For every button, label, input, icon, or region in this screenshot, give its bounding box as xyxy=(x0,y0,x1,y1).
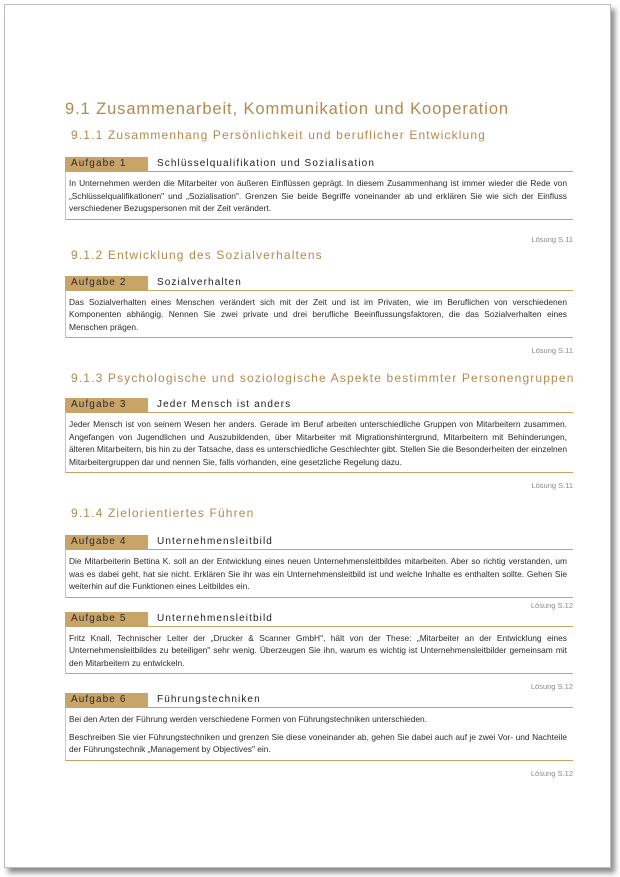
task-body xyxy=(65,171,573,220)
task-header xyxy=(65,612,573,626)
task-title: Unternehmensleitbild xyxy=(157,612,273,624)
section-9-1-2 xyxy=(65,247,573,357)
section-heading: 9.1.4 Zielorientiertes Führen xyxy=(71,506,255,520)
task-body xyxy=(65,707,573,761)
section-heading: 9.1.2 Entwicklung des Sozialverhaltens xyxy=(71,247,323,262)
task-header xyxy=(65,157,573,171)
task-6 xyxy=(65,693,573,779)
task-label: Aufgabe 3 xyxy=(65,398,148,412)
task-title: Schlüsselqualifikation und Sozialisation xyxy=(157,158,375,169)
task-text: Jeder Mensch ist von seinem Wesen her anders. Gerade im Beruf arbeiten unterschiedliche Gruppen von Mitarbeitern zusammen. Angefangen von Jugendlichen und Auszubildenden, über Mitarbeiter mit Migrationshintergrund, Mitarbeitern mit Behinderungen, älteren Mitarbeitern, bis hin zu der Tatsache, dass es unterschiedliche Geschlechter gibt. Stellen Sie die Besonderheiten der einzelnen Mitarbeitergruppen dar und nennen Sie, falls vorhanden, eine gesetzliche Regelung dazu. xyxy=(69,419,567,467)
document-page xyxy=(4,4,611,868)
task-body xyxy=(65,549,573,598)
task-text: Bei den Arten der Führung werden verschiedene Formen von Führungstechniken unterschieden. xyxy=(69,714,428,724)
solution-reference: Lösung S.11 xyxy=(531,481,573,490)
task-3 xyxy=(65,398,573,491)
task-text: Das Sozialverhalten eines Menschen verändert sich mit der Zeit und ist im Privaten, wie im Beruflichen von verschiedenen Komponenten abhängig. Nennen Sie zwei private und drei berufliche Beeinflussungsfaktoren, die das Sozialverhalten eines Menschen prägen. xyxy=(69,296,567,332)
task-4 xyxy=(65,535,573,611)
solution-reference: Lösung S.11 xyxy=(531,234,573,244)
task-title: Jeder Mensch ist anders xyxy=(157,399,292,410)
task-body xyxy=(65,626,573,675)
solution-reference: Lösung S.12 xyxy=(530,600,573,610)
page-content xyxy=(65,98,573,779)
task-header xyxy=(65,693,573,707)
solution-reference: Lösung S.12 xyxy=(530,682,573,691)
section-heading: 9.1.1 Zusammenhang Persönlichkeit und beruflicher Entwicklung xyxy=(71,128,487,142)
task-header xyxy=(65,535,573,549)
task-1 xyxy=(65,157,573,245)
task-text: In Unternehmen werden die Mitarbeiter von äußeren Einflüssen geprägt. In diesem Zusammenhang ist immer wieder die Rede von „Schlüsselqualifikationen" und „Sozialisation". Grenzen Sie beide Begriffe voneinander ab und erklären Sie wie sich der Einfluss verschiedener Bezugspersonen mit der Zeit verändert. xyxy=(69,178,567,213)
task-label: Aufgabe 4 xyxy=(65,535,148,549)
chapter-title: 9.1 Zusammenarbeit, Kommunikation und Kooperation xyxy=(65,100,509,118)
task-body xyxy=(65,412,573,473)
section-heading: 9.1.3 Psychologische und soziologische Aspekte bestimmter Personengruppen xyxy=(71,371,575,385)
section-9-1-4 xyxy=(65,505,573,779)
task-header xyxy=(65,398,573,412)
task-text: Die Mitarbeiterin Bettina K. soll an der Entwicklung eines neuen Unternehmensleitbildes mitarbeiten. Aber so richtig verstanden, um was es dabei geht, hat sie nicht. Erklären Sie ihr was ein Unternehmensleitbild ist und welche Inhalte es enthalten sollte. Gehen Sie weiterhin auf die Funktionen eines Leitbildes ein. xyxy=(69,556,567,591)
task-title: Unternehmensleitbild xyxy=(157,536,273,547)
task-label: Aufgabe 2 xyxy=(65,276,148,290)
solution-reference: Lösung S.11 xyxy=(531,346,573,355)
section-9-1-3 xyxy=(65,370,573,491)
solution-reference: Lösung S.12 xyxy=(530,768,573,778)
task-title: Sozialverhalten xyxy=(157,276,242,288)
task-title: Führungstechniken xyxy=(157,694,261,705)
task-label: Aufgabe 5 xyxy=(65,612,148,626)
task-header xyxy=(65,276,573,290)
task-5 xyxy=(65,612,573,693)
task-2 xyxy=(65,276,573,357)
task-text: Fritz Knall, Technischer Leiter der „Drucker & Scanner GmbH", hält von der These: „Mitarbeiter an der Entwicklung eines Unternehmensleitbildes zu beteiligen" sehr wenig. Überzeugen Sie ihn, warum es wichtig ist Unternehmensleitbilder gemeinsam mit den Mitarbeitern zu entwickeln. xyxy=(69,632,567,668)
task-label: Aufgabe 6 xyxy=(65,693,148,707)
task-label: Aufgabe 1 xyxy=(65,157,148,171)
task-body xyxy=(65,290,573,339)
section-9-1-1 xyxy=(65,127,573,245)
task-text: Beschreiben Sie vier Führungstechniken und grenzen Sie diese voneinander ab, gehen Sie dabei auch auf je zwei Vor- und Nachteile der Führungstechnik „Management by Objectives" ein. xyxy=(69,731,567,754)
